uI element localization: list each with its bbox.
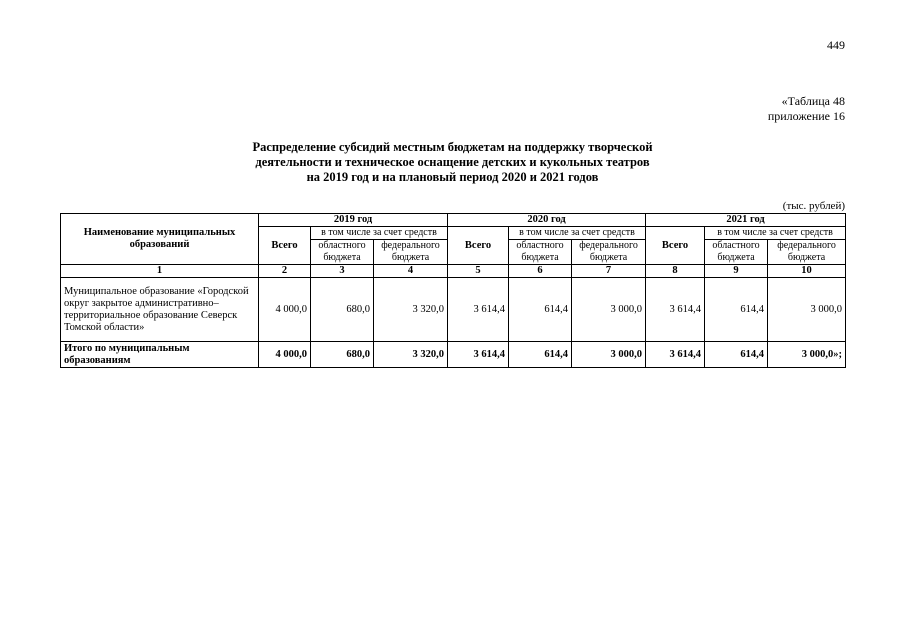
subsidy-table xyxy=(60,213,846,368)
total-label: Итого по муниципальным образованиям xyxy=(61,342,259,368)
value-cell: 614,4 xyxy=(509,278,572,342)
value-cell: 3 614,4 xyxy=(646,278,705,342)
header-name-column: Наименование муниципальных образований xyxy=(61,214,259,265)
total-value-cell: 3 614,4 xyxy=(646,342,705,368)
col-number: 6 xyxy=(509,265,572,278)
header-regional-2020: областного бюджета xyxy=(509,240,572,265)
col-number: 9 xyxy=(705,265,768,278)
col-number: 4 xyxy=(374,265,448,278)
page-number: 449 xyxy=(827,38,845,52)
header-regional-2019: областного бюджета xyxy=(311,240,374,265)
col-number: 7 xyxy=(572,265,646,278)
total-value-cell: 614,4 xyxy=(705,342,768,368)
header-regional-2021: областного бюджета xyxy=(705,240,768,265)
title-line-1: Распределение субсидий местным бюджетам на поддержку творческой xyxy=(252,140,653,154)
header-incl-2019: в том числе за счет средств xyxy=(311,227,448,240)
col-number: 3 xyxy=(311,265,374,278)
col-number: 1 xyxy=(61,265,259,278)
col-number: 5 xyxy=(448,265,509,278)
value-cell: 3 320,0 xyxy=(374,278,448,342)
table-ref-line: «Таблица 48 xyxy=(781,94,845,108)
value-cell: 3 614,4 xyxy=(448,278,509,342)
total-value-cell: 3 614,4 xyxy=(448,342,509,368)
total-value-cell: 3 320,0 xyxy=(374,342,448,368)
value-cell: 614,4 xyxy=(705,278,768,342)
header-incl-2021: в том числе за счет средств xyxy=(705,227,846,240)
header-federal-2020: федерального бюджета xyxy=(572,240,646,265)
header-year-2019: 2019 год xyxy=(259,214,448,227)
col-number: 10 xyxy=(768,265,846,278)
table-reference xyxy=(768,94,845,124)
value-cell: 4 000,0 xyxy=(259,278,311,342)
header-incl-2020: в том числе за счет средств xyxy=(509,227,646,240)
col-number: 2 xyxy=(259,265,311,278)
col-number: 8 xyxy=(646,265,705,278)
total-row xyxy=(61,342,846,368)
total-value-cell: 680,0 xyxy=(311,342,374,368)
header-total-2020: Всего xyxy=(448,227,509,265)
header-federal-2021: федерального бюджета xyxy=(768,240,846,265)
appendix-ref-line: приложение 16 xyxy=(767,109,845,123)
header-total-2021: Всего xyxy=(646,227,705,265)
total-value-cell: 3 000,0»; xyxy=(768,342,846,368)
table-row xyxy=(61,278,846,342)
value-cell: 3 000,0 xyxy=(768,278,846,342)
header-federal-2019: федерального бюджета xyxy=(374,240,448,265)
header-year-2020: 2020 год xyxy=(448,214,646,227)
document-title xyxy=(0,140,905,185)
total-value-cell: 4 000,0 xyxy=(259,342,311,368)
municipality-name: Муниципальное образование «Городской округ закрытое административно–территориальное образование Северск Томской области» xyxy=(61,278,259,342)
title-line-3: на 2019 год и на плановый период 2020 и 2021 годов xyxy=(306,170,599,184)
units-label: (тыс. рублей) xyxy=(782,200,845,212)
total-value-cell: 3 000,0 xyxy=(572,342,646,368)
title-line-2: деятельности и техническое оснащение детских и кукольных театров xyxy=(255,155,650,169)
value-cell: 3 000,0 xyxy=(572,278,646,342)
header-total-2019: Всего xyxy=(259,227,311,265)
header-year-2021: 2021 год xyxy=(646,214,846,227)
total-value-cell: 614,4 xyxy=(509,342,572,368)
value-cell: 680,0 xyxy=(311,278,374,342)
